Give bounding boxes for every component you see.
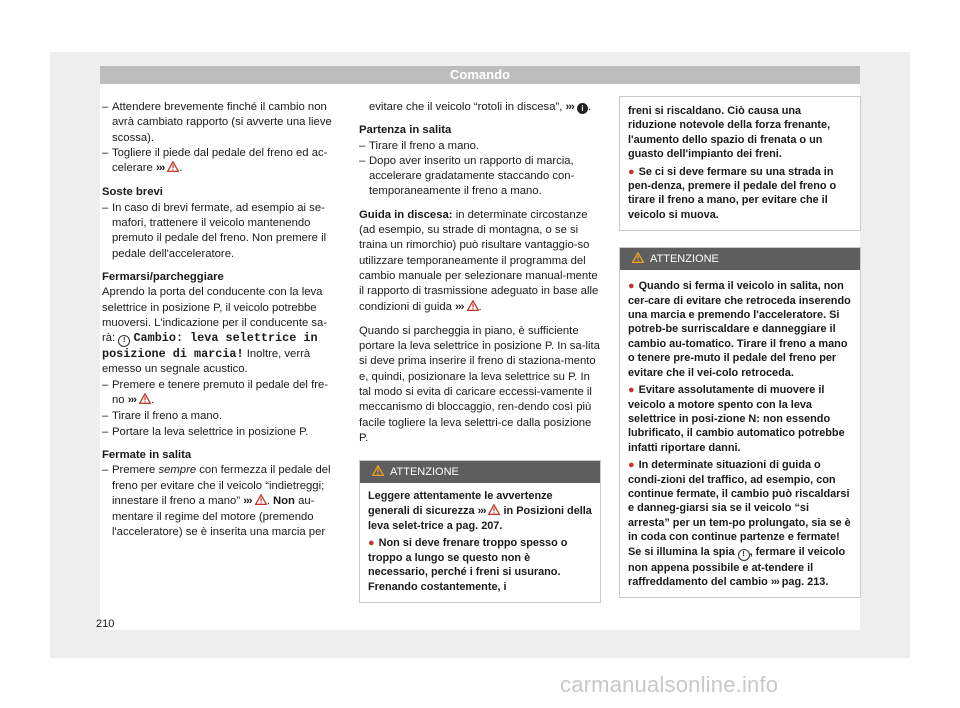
list-item: – Tirare il freno a mano.	[102, 409, 339, 424]
paragraph: Aprendo la porta del conducente con la leva selettrice in posizione P, il veicolo potrebbe muoversi. L'indicazione per il conducente sa-rà: ! Cambio: leva selettrice in posizione di marcia! Inoltre, verrà emesso un segnale acustico.	[102, 286, 328, 376]
warning-triangle-icon	[467, 300, 479, 316]
paragraph: Guida in discesa: in determinate circostanze (ad esempio, su strade di montagna, o se si traina un rimorchio) può risultare vantaggio-so utilizzare temporaneamente il programma del cambio manuale per selezionare manual-mente il rapporto di trasmissione adeguato in base alle condizioni di guida ››› .	[359, 208, 601, 316]
list-item: – Tirare il freno a mano.	[359, 139, 601, 154]
watermark: carmanualsonline.info	[560, 672, 779, 697]
list-item: – Togliere il piede dal pedale del freno ed ac-celerare ››› .	[102, 146, 339, 178]
warning-box	[619, 247, 861, 598]
list-item: – Premere sempre con fermezza il pedale del freno per evitare che il veicolo “indietreggi; innestare il freno a mano” ››› . Non au-mentare il regime del motore (premendo l'acceleratore) se è inserita una marcia per	[102, 463, 339, 540]
section-heading: Soste brevi	[102, 186, 163, 199]
warning-triangle-icon	[632, 249, 644, 271]
paragraph: evitare che il veicolo “rotoli in discesa”, ››› i .	[369, 101, 592, 113]
cross-reference-arrows[interactable]: ›››	[565, 101, 574, 113]
list-item: – Dopo aver inserito un rapporto di marcia, accelerare gradatamente staccando con-temporaneamente il freno a mano.	[359, 154, 601, 200]
warning-paragraph: Leggere attentamente le avvertenze generali di sicurezza ››› in Posizioni della leva selet-trice a pag. 207.	[368, 490, 592, 533]
warning-bullet: ● Se ci si deve fermare su una strada in pen-denza, premere il pedale del freno o tirare il freno a mano, per evitare che il veicolo si muova.	[628, 165, 837, 221]
warning-paragraph: freni si riscaldano. Ciò causa una riduzione notevole della forza frenante, l'aumento dello spazio di frenata o un guasto dell'impianto dei freni.	[628, 105, 831, 161]
list-item: – Portare la leva selettrice in posizione P.	[102, 425, 339, 440]
list-item: – Attendere brevemente finché il cambio non avrà cambiato rapporto (si avverte una lieve scossa).	[102, 100, 339, 146]
warning-triangle-icon	[255, 494, 267, 510]
column-middle	[359, 100, 601, 603]
bullet-icon: ●	[628, 280, 635, 293]
warning-triangle-icon	[167, 161, 179, 177]
section-heading: Fermarsi/parcheggiare	[102, 270, 224, 283]
paragraph: Quando si parcheggia in piano, è sufficiente portare la leva selettrice in posizione P. In sa-lita si deve prima inserire il freno di staziona-mento e, quindi, posizionare la leva selettrice su P. In tal modo si evita di caricare eccessi-vamente il meccanismo di bloccaggio, ren-dendo così più facile togliere la leva selettri-ce dalla posizione P.	[359, 324, 600, 444]
warning-triangle-icon	[488, 504, 500, 519]
page-number: 210	[96, 618, 115, 630]
bullet-icon: ●	[628, 459, 635, 472]
warning-bullet: ● Evitare assolutamente di muovere il veicolo a motore spento con la leva selettrice in posi-zione N: non essendo lubrificato, il cambio automatico potrebbe infatti riportare danni.	[628, 384, 845, 454]
warning-bullet: ● Non si deve frenare troppo spesso o troppo a lungo se questo non è necessario, perché i freni si usurano. Frenando costantemente, i	[368, 537, 568, 593]
warning-body	[360, 483, 600, 602]
warning-triangle-icon	[139, 393, 151, 409]
page-reference[interactable]: pag. 213.	[781, 575, 829, 588]
warning-box	[359, 460, 601, 603]
gearbox-warning-lamp-icon: !	[738, 549, 750, 561]
warning-lamp-icon: !	[118, 335, 130, 347]
bullet-icon: ●	[368, 537, 375, 550]
column-left	[102, 100, 339, 541]
warning-continuation	[619, 96, 861, 231]
display-message: Cambio: leva selettrice in posizione di marcia!	[102, 331, 318, 362]
cross-reference-arrows[interactable]: ›››	[770, 575, 779, 588]
bullet-icon: ●	[628, 384, 635, 397]
cross-reference-arrows[interactable]: ›››	[155, 162, 165, 175]
warning-body	[620, 270, 860, 597]
page-header: Comando	[100, 66, 860, 84]
cross-reference-arrows[interactable]: ›››	[127, 394, 137, 407]
warning-header: ATTENZIONE	[360, 461, 600, 483]
warning-bullet: ● Quando si ferma il veicolo in salita, non cer-care di evitare che retroceda inserendo una marcia e premendo l'acceleratore. Si potreb-be surriscaldare e danneggiare il cambio au-tomatico. Tirare il freno a mano o tenere pre-muto il pedale del freno per evitare che il vei-colo retroceda.	[628, 280, 851, 379]
warning-header: ATTENZIONE	[620, 248, 860, 270]
warning-bullet: ● In determinate situazioni di guida o condi-zioni del traffico, ad esempio, con continue fermate, il cambio può riscaldarsi e danneg-giarsi sia se il veicolo “si arresta” per un tem-po prolungato, sia se è in coda con continue partenze e fermate! Se si illumina la spia ! , fermare il veicolo non appena possibile e at-tendere il raffreddamento del cambio ››› pag. 213.	[628, 459, 851, 588]
list-item: – Premere e tenere premuto il pedale del fre-no ››› .	[102, 378, 339, 410]
section-heading: Fermate in salita	[102, 448, 192, 461]
bullet-icon: ●	[628, 165, 635, 178]
warning-triangle-icon	[372, 462, 384, 484]
cross-reference-arrows[interactable]: ›››	[477, 504, 486, 517]
cross-reference-arrows[interactable]: ›››	[243, 494, 252, 507]
column-right	[619, 96, 861, 598]
info-icon: i	[577, 103, 588, 114]
cross-reference-arrows[interactable]: ›››	[455, 300, 464, 313]
section-heading: Partenza in salita	[359, 124, 452, 137]
list-item: – In caso di brevi fermate, ad esempio ai se-mafori, trattenere il veicolo mantenendo premuto il pedale del freno. Non premere il pedale dell'acceleratore.	[102, 201, 339, 262]
